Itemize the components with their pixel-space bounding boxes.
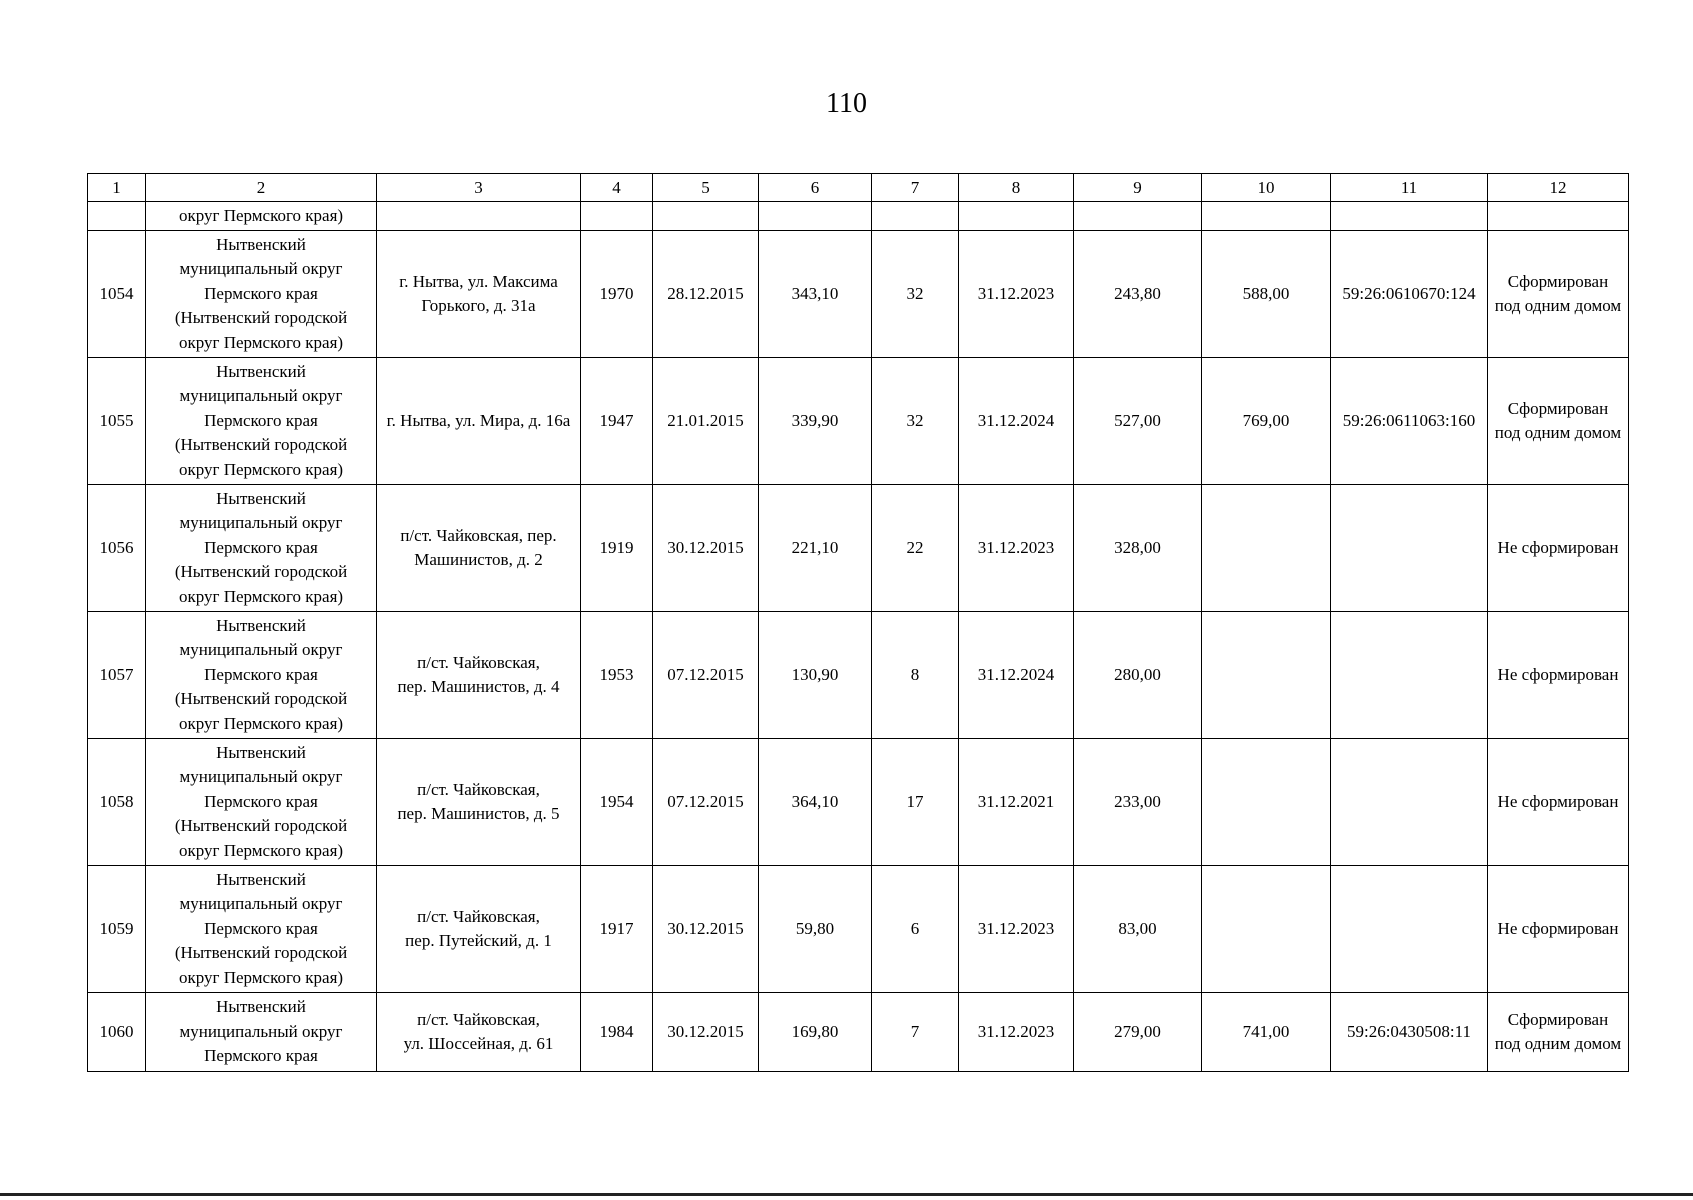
cell-date: 07.12.2015: [653, 739, 759, 866]
cell-number: 1060: [88, 993, 146, 1072]
cell-address: г. Нытва, ул. Мира, д. 16а: [377, 358, 581, 485]
cell-address: п/ст. Чайковская, ул. Шоссейная, д. 61: [377, 993, 581, 1072]
table-row: [88, 739, 1629, 866]
cell-cadastral-number: [1331, 485, 1488, 612]
column-header: 9: [1074, 174, 1202, 202]
cell-empty: [1074, 202, 1202, 231]
cell-empty: [759, 202, 872, 231]
cell-date: 30.12.2015: [653, 485, 759, 612]
column-header: 11: [1331, 174, 1488, 202]
cell-area-2: 279,00: [1074, 993, 1202, 1072]
cell-land-area: [1202, 485, 1331, 612]
cell-area: 169,80: [759, 993, 872, 1072]
column-header: 8: [959, 174, 1074, 202]
column-header: 4: [581, 174, 653, 202]
cell-land-area: 588,00: [1202, 231, 1331, 358]
cell-status: Не сформирован: [1488, 485, 1629, 612]
column-number-row: [88, 174, 1629, 202]
cell-year: 1917: [581, 866, 653, 993]
cell-deadline: 31.12.2023: [959, 993, 1074, 1072]
cell-cadastral-number: [1331, 612, 1488, 739]
page-number: 110: [826, 88, 867, 119]
cell-area-2: 83,00: [1074, 866, 1202, 993]
cell-number: 1057: [88, 612, 146, 739]
cell-area: 59,80: [759, 866, 872, 993]
cell-empty: [1488, 202, 1629, 231]
cell-empty: [872, 202, 959, 231]
cell-residents: 6: [872, 866, 959, 993]
cell-status: Сформирован под одним домом: [1488, 231, 1629, 358]
cell-date: 30.12.2015: [653, 993, 759, 1072]
cell-number: 1059: [88, 866, 146, 993]
cell-area-2: 527,00: [1074, 358, 1202, 485]
table-row: [88, 358, 1629, 485]
cell-cadastral-number: 59:26:0611063:160: [1331, 358, 1488, 485]
cell-year: 1984: [581, 993, 653, 1072]
cell-deadline: 31.12.2023: [959, 866, 1074, 993]
cell-area-2: 328,00: [1074, 485, 1202, 612]
cell-deadline: 31.12.2021: [959, 739, 1074, 866]
cell-address: п/ст. Чайковская, пер. Машинистов, д. 2: [377, 485, 581, 612]
cell-address: п/ст. Чайковская, пер. Путейский, д. 1: [377, 866, 581, 993]
cell-year: 1953: [581, 612, 653, 739]
cell-year: 1954: [581, 739, 653, 866]
cell-area: 343,10: [759, 231, 872, 358]
cell-empty: [1202, 202, 1331, 231]
cell-residents: 32: [872, 231, 959, 358]
cell-deadline: 31.12.2023: [959, 231, 1074, 358]
cell-municipality: Нытвенский муниципальный округ Пермского края (Нытвенский городской округ Пермского края): [146, 739, 377, 866]
cell-date: 28.12.2015: [653, 231, 759, 358]
cell-residents: 22: [872, 485, 959, 612]
cell-land-area: [1202, 866, 1331, 993]
cell-status: Не сформирован: [1488, 739, 1629, 866]
table-body: [88, 174, 1629, 1072]
cell-land-area: 741,00: [1202, 993, 1331, 1072]
cell-municipality: Нытвенский муниципальный округ Пермского края (Нытвенский городской округ Пермского края): [146, 231, 377, 358]
column-header: 12: [1488, 174, 1629, 202]
cell-residents: 32: [872, 358, 959, 485]
cell-land-area: [1202, 612, 1331, 739]
column-header: 5: [653, 174, 759, 202]
cell-deadline: 31.12.2024: [959, 358, 1074, 485]
cell-residents: 8: [872, 612, 959, 739]
housing-register-table: [87, 173, 1629, 1072]
cell-empty: [88, 202, 146, 231]
cell-year: 1970: [581, 231, 653, 358]
cell-number: 1056: [88, 485, 146, 612]
column-header: 3: [377, 174, 581, 202]
table-row: [88, 612, 1629, 739]
cell-date: 21.01.2015: [653, 358, 759, 485]
cell-area: 364,10: [759, 739, 872, 866]
cell-empty: [581, 202, 653, 231]
cell-land-area: [1202, 739, 1331, 866]
cell-status: Сформирован под одним домом: [1488, 358, 1629, 485]
cell-date: 30.12.2015: [653, 866, 759, 993]
cell-number: 1058: [88, 739, 146, 866]
cell-number: 1054: [88, 231, 146, 358]
cell-municipality: Нытвенский муниципальный округ Пермского края (Нытвенский городской округ Пермского края): [146, 866, 377, 993]
continuation-row: [88, 202, 1629, 231]
cell-cadastral-number: [1331, 739, 1488, 866]
cell-number: 1055: [88, 358, 146, 485]
cell-empty: [959, 202, 1074, 231]
cell-empty: [653, 202, 759, 231]
cell-address: п/ст. Чайковская, пер. Машинистов, д. 5: [377, 739, 581, 866]
cell-status: Не сформирован: [1488, 612, 1629, 739]
table-row: [88, 485, 1629, 612]
cell-cadastral-number: 59:26:0610670:124: [1331, 231, 1488, 358]
bottom-rule: [0, 1193, 1693, 1196]
cell-municipality: Нытвенский муниципальный округ Пермского края (Нытвенский городской округ Пермского края): [146, 612, 377, 739]
cell-status: Не сформирован: [1488, 866, 1629, 993]
cell-area: 339,90: [759, 358, 872, 485]
cell-empty: [377, 202, 581, 231]
cell-address: г. Нытва, ул. Максима Горького, д. 31а: [377, 231, 581, 358]
cell-residents: 7: [872, 993, 959, 1072]
cell-deadline: 31.12.2024: [959, 612, 1074, 739]
cell-year: 1919: [581, 485, 653, 612]
cell-area: 221,10: [759, 485, 872, 612]
cell-address: п/ст. Чайковская, пер. Машинистов, д. 4: [377, 612, 581, 739]
column-header: 7: [872, 174, 959, 202]
cell-area-2: 243,80: [1074, 231, 1202, 358]
cell-cadastral-number: [1331, 866, 1488, 993]
cell-empty: [1331, 202, 1488, 231]
cell-status: Сформирован под одним домом: [1488, 993, 1629, 1072]
cell-municipality: Нытвенский муниципальный округ Пермского края (Нытвенский городской округ Пермского края): [146, 358, 377, 485]
column-header: 1: [88, 174, 146, 202]
cell-municipality: Нытвенский муниципальный округ Пермского края: [146, 993, 377, 1072]
cell-area: 130,90: [759, 612, 872, 739]
cell-area-2: 233,00: [1074, 739, 1202, 866]
table-row: [88, 993, 1629, 1072]
cell-municipality: округ Пермского края): [146, 202, 377, 231]
cell-year: 1947: [581, 358, 653, 485]
cell-cadastral-number: 59:26:0430508:11: [1331, 993, 1488, 1072]
cell-municipality: Нытвенский муниципальный округ Пермского края (Нытвенский городской округ Пермского края): [146, 485, 377, 612]
table-row: [88, 231, 1629, 358]
column-header: 10: [1202, 174, 1331, 202]
table-row: [88, 866, 1629, 993]
cell-residents: 17: [872, 739, 959, 866]
cell-area-2: 280,00: [1074, 612, 1202, 739]
cell-deadline: 31.12.2023: [959, 485, 1074, 612]
column-header: 2: [146, 174, 377, 202]
cell-date: 07.12.2015: [653, 612, 759, 739]
column-header: 6: [759, 174, 872, 202]
cell-land-area: 769,00: [1202, 358, 1331, 485]
